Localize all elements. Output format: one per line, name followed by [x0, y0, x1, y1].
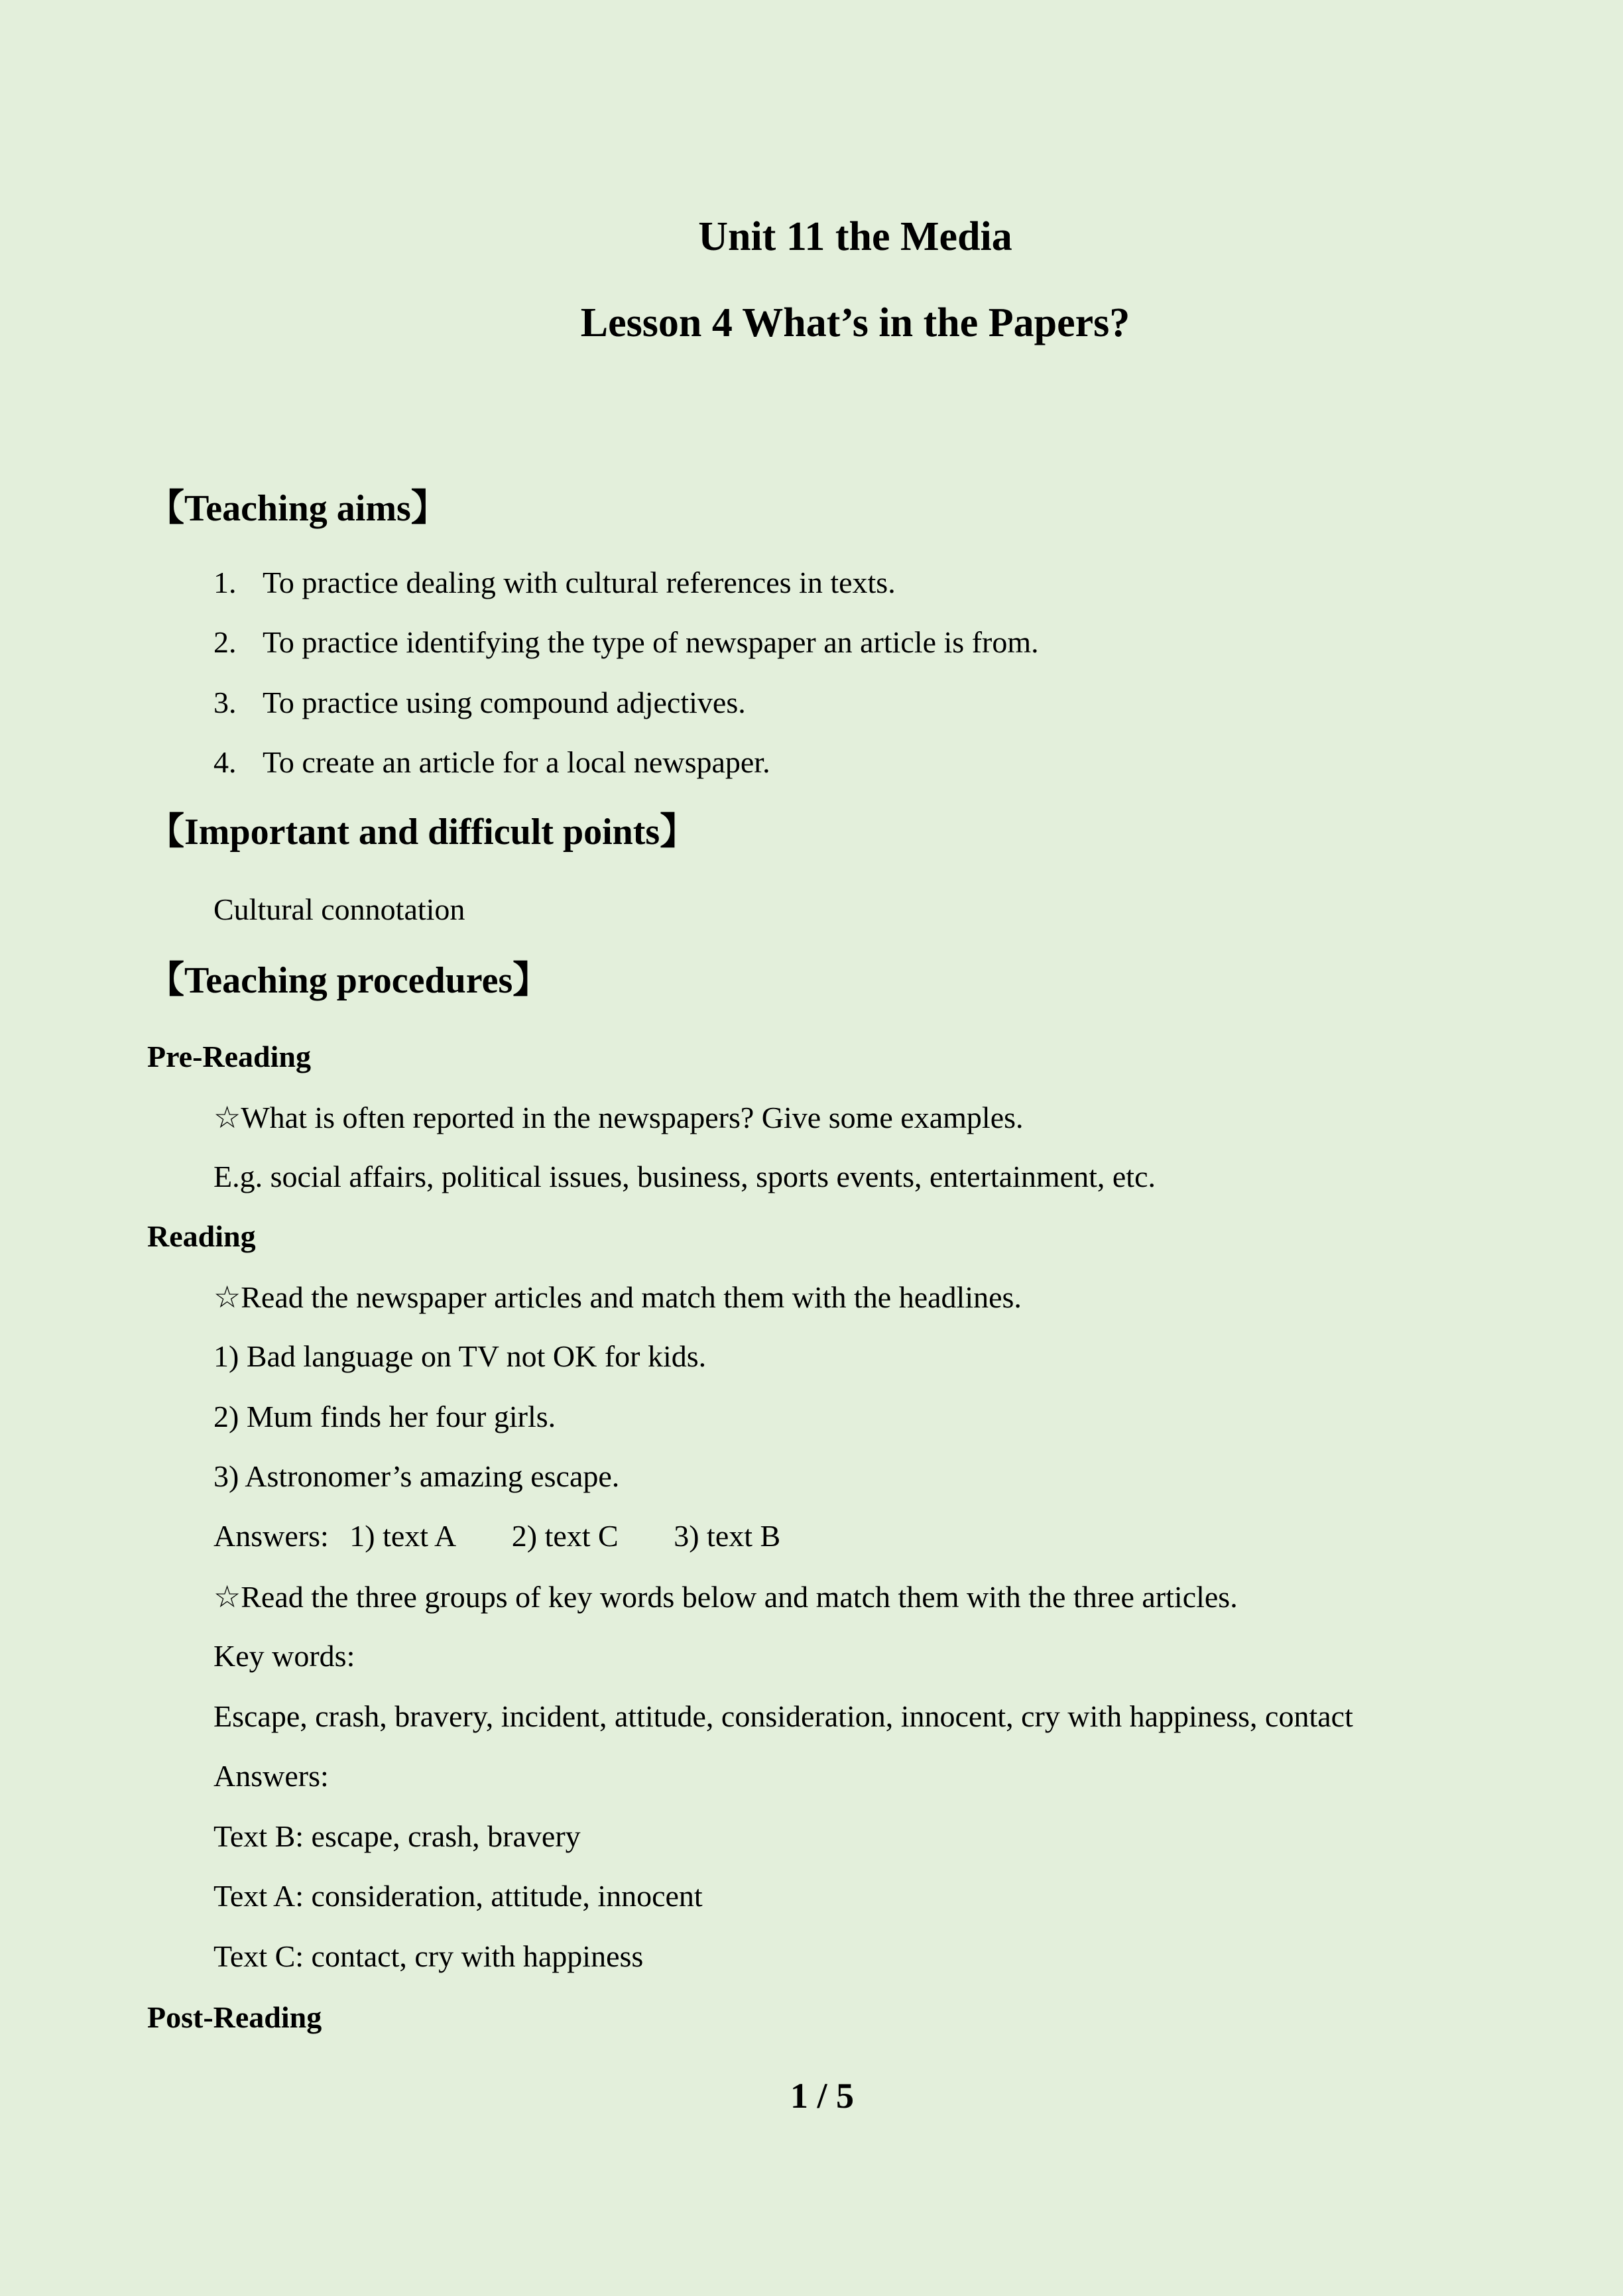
aim-text: To practice using compound adjectives.	[263, 686, 746, 719]
document-subtitle: Lesson 4 What’s in the Papers?	[580, 300, 1130, 345]
page-number: 1 / 5	[790, 2076, 854, 2116]
headline-item: 1) Bad language on TV not OK for kids.	[213, 1339, 707, 1373]
key-words-list: Escape, crash, bravery, incident, attitude, consideration, innocent, cry with happiness, contact	[213, 1699, 1353, 1733]
answer-2-item: Text A: consideration, attitude, innocent	[213, 1879, 703, 1913]
answers-label: Answers:	[213, 1519, 329, 1553]
teaching-aims-heading: 【Teaching aims】	[147, 488, 448, 529]
aim-text: To practice dealing with cultural references in texts.	[263, 566, 896, 599]
headline-item: 2) Mum finds her four girls.	[213, 1400, 556, 1433]
aim-number: 2.	[213, 625, 237, 659]
aim-number: 1.	[213, 566, 237, 599]
important-points-heading: 【Important and difficult points】	[147, 812, 697, 853]
teaching-procedures-heading: 【Teaching procedures】	[147, 960, 550, 1001]
answer-item: 3) text B	[674, 1519, 781, 1553]
document-title: Unit 11 the Media	[698, 214, 1012, 259]
aim-number: 4.	[213, 745, 237, 779]
important-points-text: Cultural connotation	[213, 892, 465, 926]
reading-answers-1	[213, 1518, 780, 1553]
aim-number: 3.	[213, 686, 237, 719]
reading-heading: Reading	[147, 1219, 256, 1253]
headline-item: 3) Astronomer’s amazing escape.	[213, 1459, 620, 1493]
pre-reading-example: E.g. social affairs, political issues, business, sports events, entertainment, etc.	[213, 1160, 1156, 1193]
answer-item: 2) text C	[511, 1519, 619, 1553]
post-reading-heading: Post-Reading	[147, 2000, 322, 2034]
answer-2-item: Text C: contact, cry with happiness	[213, 1939, 644, 1973]
pre-reading-heading: Pre-Reading	[147, 1040, 312, 1073]
answers-2-label: Answers:	[213, 1759, 329, 1793]
reading-task-1: ☆Read the newspaper articles and match them with the headlines.	[213, 1280, 1022, 1314]
answer-item: 1) text A	[349, 1519, 457, 1553]
answer-2-item: Text B: escape, crash, bravery	[213, 1819, 581, 1853]
pre-reading-question: ☆What is often reported in the newspapers? Give some examples.	[213, 1101, 1024, 1134]
key-words-label: Key words:	[213, 1639, 355, 1673]
aim-text: To create an article for a local newspaper.	[263, 745, 770, 779]
aim-text: To practice identifying the type of newspaper an article is from.	[263, 625, 1039, 659]
reading-task-2: ☆Read the three groups of key words below and match them with the three articles.	[213, 1580, 1238, 1614]
